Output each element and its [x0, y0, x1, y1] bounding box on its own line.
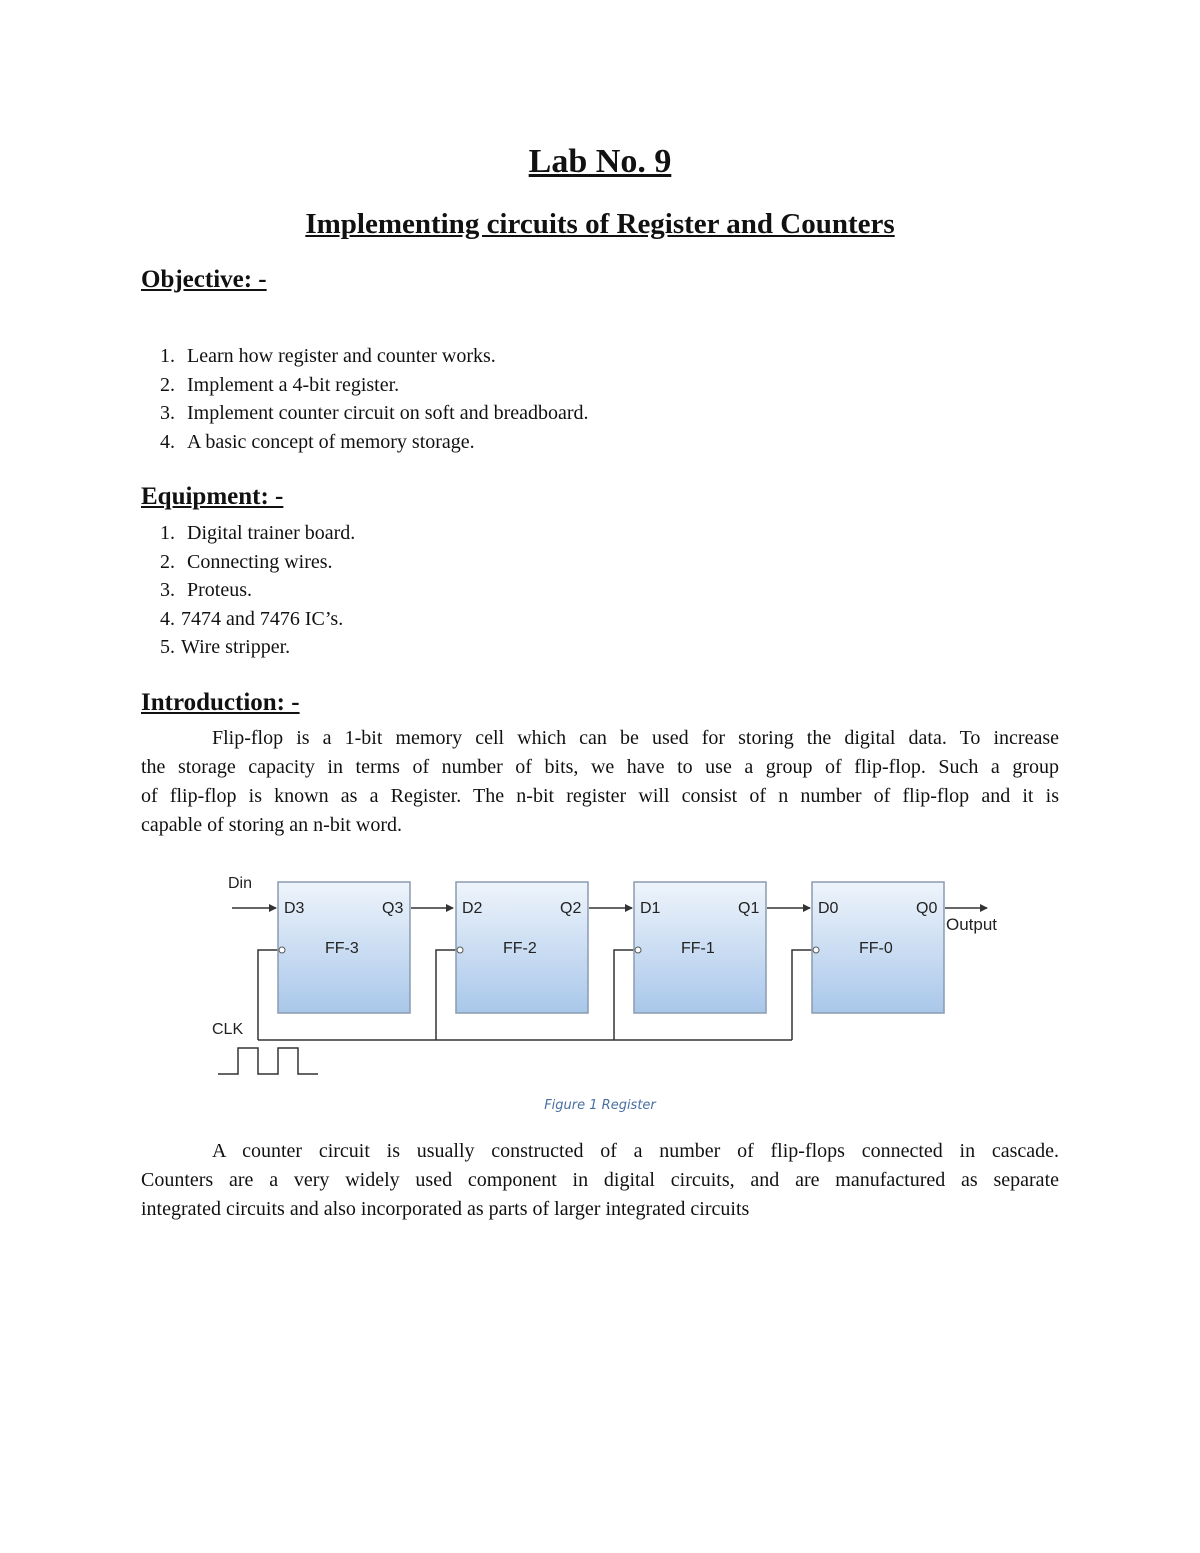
ff2-d-label: D2	[462, 900, 483, 917]
list-item: 3. Implement counter circuit on soft and breadboard.	[160, 402, 589, 424]
list-item: 4. A basic concept of memory storage.	[160, 430, 475, 453]
input-label: Din	[228, 875, 253, 892]
equipment-list	[141, 519, 355, 662]
ff1-d-label: D1	[640, 900, 661, 917]
equipment-heading: Equipment: -	[141, 483, 284, 510]
flip-flop-ff1	[634, 882, 766, 1013]
clock-label: CLK	[212, 1021, 244, 1038]
flip-flop-ff2	[456, 882, 588, 1013]
objective-list	[141, 342, 589, 456]
ff2-name: FF-2	[503, 940, 537, 957]
page-subtitle: Implementing circuits of Register and Counters	[305, 208, 895, 240]
output-label: Output	[946, 915, 998, 934]
ff2-q-label: Q2	[560, 900, 582, 917]
introduction-heading: Introduction: -	[141, 689, 300, 716]
ff0-name: FF-0	[859, 940, 893, 957]
list-item: 5. Wire stripper.	[160, 636, 291, 658]
flip-flop-ff3	[278, 882, 410, 1013]
counter-paragraph: A counter circuit is usually constructed of a number of flip-flops connected in cascade. Counters are a very widely used component in digital circuits, and are manufactured as separate integrated circuits and also incorporated as parts of larger integrated circuits	[141, 1140, 1059, 1220]
ff1-name: FF-1	[681, 940, 715, 957]
list-item: 2. Connecting wires.	[160, 550, 333, 573]
flip-flop-ff0	[812, 882, 944, 1013]
list-item: 3. Proteus.	[160, 579, 252, 601]
figure-caption: Figure 1 Register	[544, 1098, 656, 1113]
ff0-d-label: D0	[818, 900, 839, 917]
ff0-q-label: Q0	[916, 900, 938, 917]
list-item: 4. 7474 and 7476 IC’s.	[160, 607, 344, 630]
list-item: 1. Digital trainer board.	[160, 522, 356, 544]
ff3-d-label: D3	[284, 900, 305, 917]
ff3-name: FF-3	[325, 940, 359, 957]
list-item: 1. Learn how register and counter works.	[160, 345, 496, 367]
list-item: 2. Implement a 4-bit register.	[160, 373, 400, 396]
objective-heading: Objective: -	[141, 266, 267, 293]
ff3-q-label: Q3	[382, 900, 404, 917]
introduction-paragraph: Flip-flop is a 1-bit memory cell which can be used for storing the digital data. To increase the storage capacity in terms of number of bits, we have to use a group of flip-flop. Such a group of flip-flop is known as a Register. The n-bit register will consist of n number of flip-flop and it is capable of storing an n-bit word.	[141, 727, 1059, 836]
page-title: Lab No. 9	[528, 143, 672, 180]
register-diagram	[200, 862, 1020, 1087]
ff1-q-label: Q1	[738, 900, 760, 917]
